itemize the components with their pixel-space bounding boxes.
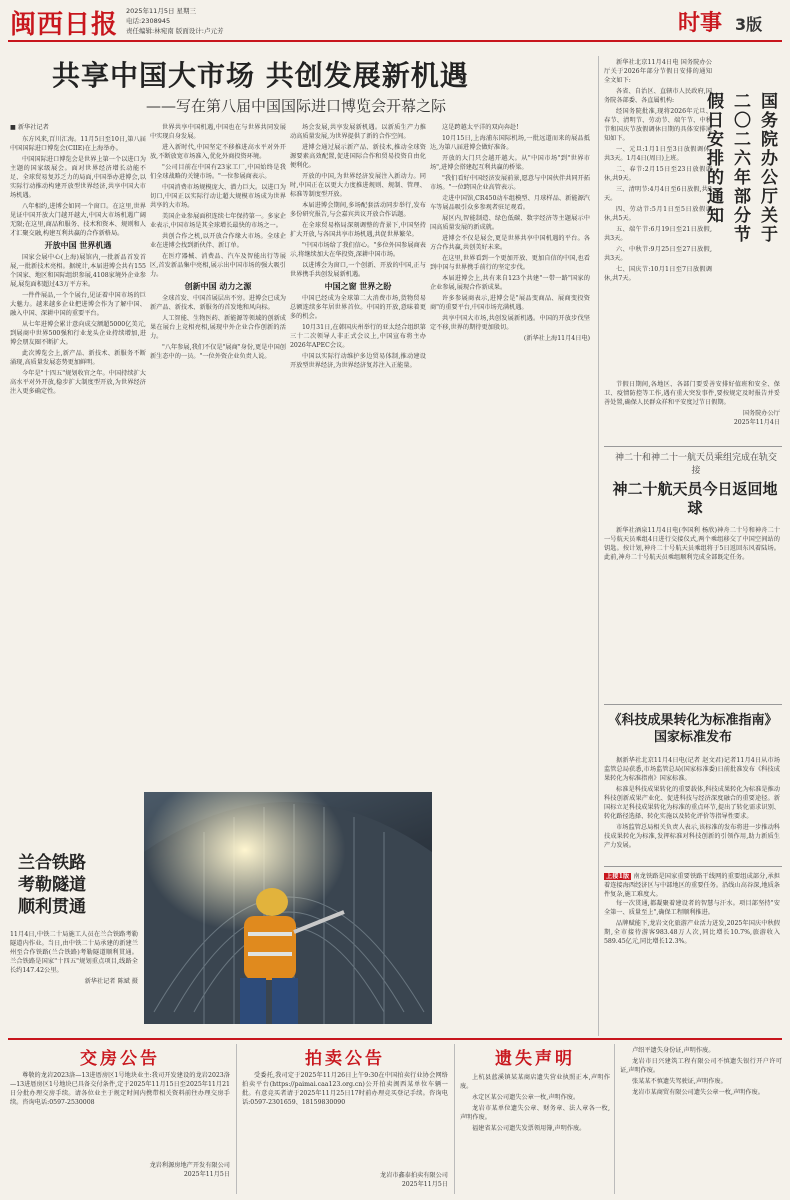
ad-title: 拍卖公告 — [305, 1049, 385, 1069]
paragraph: 一、元旦:1月1日至3日放假调休,共3天。1月4日(周日)上班。 — [604, 146, 712, 162]
paragraph: 经国务院批准,现将2026年元旦、春节、清明节、劳动节、端午节、中秋节和国庆节放假调休日期的具体安排通知如下。 — [604, 108, 712, 142]
paragraph: "中国市场给了我们信心。"多位外国参展商表示,将继续加大在华投资,深耕中国市场。 — [290, 242, 426, 258]
shenzhou-kicker: 神二十和神二十一航天员乘组完成在轨交接 — [614, 453, 777, 476]
paragraph: 共创合作之机,以开放合作缘大市场。全球企业在进博会找到新伙伴、新订单。 — [150, 233, 286, 249]
ad-signature: 龙岩利源房地产开发有限公司 — [149, 1162, 230, 1169]
paragraph: 开放的大门只会越开越大。从"中国市场"到"世界市场",进博会搭建起互利共赢的桥梁。 — [430, 155, 590, 171]
paragraph: 10月15日,上海浦东国际机场,一批远道而来的展品抵达,为第八届进博会做好准备。 — [430, 135, 590, 151]
list-item: 卢绍平遗失身份证,声明作废。 — [632, 1047, 715, 1054]
ad-lost-list — [620, 1046, 782, 1192]
section-title: 时事 — [678, 10, 723, 36]
paragraph: 中国国际进口博览会是世界上第一个以进口为主题的国家级展会。面对世界经济增长动能不足、全球贸易复苏乏力的局面,中国举办进博会,以实际行动推动构建开放型世界经济,共享中国大市场机遇。 — [10, 156, 146, 199]
notice-title-line: 假日安排的通知 — [703, 92, 723, 225]
article-column-3 — [290, 123, 426, 785]
paragraph: 中国以实际行动维护多边贸易体制,推动建设开放型世界经济,为世界经济复苏注入正能量。 — [290, 353, 426, 369]
paragraph: 这是跨越太平洋的双向奔赴! — [442, 124, 519, 131]
paragraph: 进入新时代,中国坚定不移推进高水平对外开放,不断放宽市场准入,优化外商投资环境。 — [150, 144, 286, 160]
ad-body — [460, 1073, 610, 1193]
shenzhou-title: 神二十航天员今日返回地球 — [612, 480, 778, 517]
photo-credit: 新华社记者 陈斌 摄 — [84, 978, 138, 985]
paragraph: 中国已经成为全球第二大消费市场,货物贸易总额连续多年居世界首位。中国的开放,意味着更多的机会。 — [290, 295, 426, 320]
tunnel-illustration — [144, 792, 432, 1024]
tech-title: 《科技成果转化为标准指南》国家标准发布 — [608, 713, 778, 745]
paragraph: 南龙铁路是国家重要铁路干线网的重要组成部分,承担着连接海西经济区与中部地区的重要任务。沿线山高谷深,地质条件复杂,施工难度大。 — [604, 873, 780, 898]
ad-body: 尊敬的龙岩2023洛—13进厝房区1号地块业主:我司开发建设的龙岩2023洛—13进厝房区1号地块已具备交付条件,定于2025年11月15日至2025年11月21日分批办理交房手续。请各位业主于规定时间内携带相关资料前往办理交房手续。咨询电话:0597-2530008 — [10, 1072, 230, 1106]
paragraph: 展区内,智能制造、绿色低碳、数字经济等主题展示中国高质量发展的新成就。 — [430, 215, 590, 231]
notice-closing — [604, 380, 780, 440]
paragraph: 三、清明节:4月4日至6日放假,共3天。 — [604, 186, 712, 202]
paragraph: 中国消费市场规模庞大、潜力巨大。以进口为切口,中国正以实际行动让超大规模市场成为世界共享的大市场。 — [150, 184, 286, 209]
paragraph: 以进博会为窗口,一个创新、开放的中国,正与世界携手共创发展新机遇。 — [290, 262, 426, 278]
ad-title: 遗失声明 — [495, 1049, 575, 1069]
paragraph: 今年是"十四五"规划收官之年。中国持续扩大高水平对外开放,稳步扩大制度型开放,为世界经济注入更多确定性。 — [10, 370, 146, 395]
notice-title-line: 国务院办公厅关于 — [757, 92, 777, 244]
paragraph: 五、端午节:6月19日至21日放假,共3天。 — [604, 226, 712, 242]
ad-lost-notice — [460, 1044, 610, 1194]
ad-handover — [10, 1044, 230, 1194]
paragraph: 全球首发、中国首展层出不穷。进博会已成为新产品、新技术、新服务的首发地和风向标。 — [150, 295, 286, 311]
paragraph: 许多参展商表示,进博会是"展品变商品、展商变投资商"的重要平台,中国市场充满机遇。 — [430, 295, 590, 311]
photo-caption — [10, 930, 138, 1022]
paragraph: 人工智能、生物医药、新能源等领域的创新成果在展台上竞相亮相,展现中外企业合作创新的活力。 — [150, 315, 286, 340]
ad-date: 2025年11月5日 — [183, 1171, 230, 1178]
paragraph: 美国企业参展面积连续七年保持第一。多家企业表示,中国市场是其全球增长最快的市场之一。 — [150, 213, 286, 229]
paragraph: "我们看好中国经济发展前景,愿意与中国伙伴共同开拓市场。"一位跨国企业高管表示。 — [430, 175, 590, 191]
page-number: 3版 — [735, 15, 763, 34]
paragraph: 本届进博会上,共有来自123个共建"一带一路"国家的企业参展,展现合作新成果。 — [430, 275, 590, 291]
paragraph: 在医疗器械、消费品、汽车及智能出行等展区,首发新品集中亮相,展示出中国市场的强大吸引力。 — [150, 253, 286, 278]
paragraph: 六、中秋节:9月25日至27日放假,共3天。 — [604, 246, 712, 262]
paragraph: 国家会展中心(上海)展馆内,一批新品首发首展,一批新技术亮相。据统计,本届进博会共有155个国家、地区和国际组织参展,4108家境外企业参展,展览面积超过43万平方米。 — [10, 254, 146, 288]
paragraph: 据新华社北京11月4日电(记者 赵文君)记者11月4日从市场监管总局获悉,市场监管总局(国家标准委)日前批准发布《科技成果转化为标准指南》国家标准。 — [604, 757, 780, 782]
paragraph: 各省、自治区、直辖市人民政府,国务院各部委、各直属机构: — [604, 88, 712, 104]
notice-title-line: 二〇二六年部分节 — [730, 92, 750, 244]
paragraph: 进博会通过展示新产品、新技术,推动全球资源要素高效配置,促进国际合作和贸易投资自由化便利化。 — [290, 144, 426, 169]
article-byline: ■ 新华社记者 — [10, 124, 49, 131]
main-subtitle: ——写在第八届中国国际进口博览会开幕之际 — [146, 97, 447, 115]
section-divider — [604, 446, 782, 447]
paragraph: 从七年进博会累计意向成交额超5000亿美元,到展商中世界500强和行业龙头企业持续增加,进博会朋友圈不断扩大。 — [10, 321, 146, 346]
paragraph: 在全球贸易格局深刻调整的背景下,中国坚持扩大开放,与各国共享市场机遇,共促世界繁荣。 — [290, 222, 426, 238]
paragraph: 每一次贯通,都凝聚着建设者的智慧与汗水。项目部坚持"安全第一、质量至上",确保工程顺利推进。 — [604, 900, 780, 916]
ad-date: 2025年11月5日 — [401, 1181, 448, 1188]
section-subhead: 创新中国 动力之源 — [184, 281, 252, 291]
photo-headline-line: 顺利贯通 — [18, 897, 86, 917]
issue-date: 2025年11月5日 星期三 — [126, 7, 197, 15]
list-item: 福建省某公司遗失发票领用簿,声明作废。 — [472, 1125, 586, 1132]
ads-top-rule — [8, 1038, 782, 1040]
photo-headline — [18, 852, 128, 918]
masthead-rule — [8, 40, 782, 42]
list-item: 龙岩市某单位遗失公章、财务章、法人章各一枚,声明作废。 — [460, 1105, 610, 1121]
newspaper-logo: 闽西日报 — [10, 10, 119, 40]
ad-body: 受委托,我司定于2025年11月26日上午9:30在中国拍卖行业协会网络拍卖平台(https://paimai.caa123.org.cn)公开拍卖闽西某单位车辆一批。有意竞买者请于2025年11月25日17时前办理竞买登记手续。咨询电话:0597-2301659、18159830090 — [242, 1072, 448, 1106]
main-headline: 共享中国大市场 共创发展新机遇 — [52, 59, 469, 92]
tech-body — [604, 756, 780, 860]
paragraph: 在这里,世界看到一个更加开放、更加自信的中国,也看到中国与世界携手前行的坚定步伐。 — [430, 255, 590, 271]
paragraph: 八年相约,进博会如同一个窗口。在这里,世界见证中国开放大门越开越大,中国大市场机遇广阔无限;在这里,商品和服务、技术和资本、规则和人才汇聚交融,构建互利共赢的合作新格局。 — [10, 203, 146, 237]
list-item: 永定区某公司遗失公章一枚,声明作废。 — [472, 1094, 580, 1101]
continued-label: 上接1版 — [606, 873, 630, 880]
article-column-1 — [10, 123, 146, 785]
notice-date: 2025年11月4日 — [733, 419, 780, 426]
notice-body — [604, 58, 712, 376]
paragraph: 世界共享中国机遇,中国也在与世界共同发展中实现自身发展。 — [150, 124, 286, 140]
paragraph: 一件件展品,一个个展台,见证着中国市场的巨大魅力。越来越多企业把进博会作为了解中国、融入中国、深耕中国的重要平台。 — [10, 292, 146, 317]
list-item: 上杭县蓝溪镇某某商店遗失营业执照正本,声明作废。 — [460, 1074, 610, 1090]
paragraph: 进博会不仅是展会,更是世界共享中国机遇的平台。各方合作共赢,共创美好未来。 — [430, 235, 590, 251]
section-subhead: 开放中国 世界机遇 — [44, 240, 112, 250]
paragraph: 七、国庆节:10月1日至7日放假调休,共7天。 — [604, 266, 712, 282]
section-subhead: 中国之窗 世界之盼 — [324, 281, 392, 291]
continued-box — [604, 872, 780, 1032]
paragraph: 东方风来,百川汇海。11月5日至10日,第八届中国国际进口博览会(CIIE)在上海举办。 — [10, 136, 146, 152]
caption-text: 11月4日,中铁二十局施工人员在兰合铁路考勒隧道内作业。当日,由中铁二十局承建的新建兰州至合作铁路(兰合铁路)考勒隧道顺利贯通。兰合铁路是国家"十四五"规划重点项目,线路全长约147.42公里。 — [10, 931, 138, 974]
ad-title: 交房公告 — [80, 1049, 160, 1069]
paragraph: "公司目前在中国有23家工厂,中国始终是我们全球战略的关键市场。"一位参展商表示。 — [150, 164, 286, 180]
masthead — [0, 0, 790, 40]
paragraph: 市场监管总局相关负责人表示,该标准的发布将进一步推动科技成果转化为标准,发挥标准对科技创新的引领作用,助力新质生产力发展。 — [604, 824, 780, 849]
article-column-2 — [150, 123, 286, 785]
shenzhou-body: 新华社酒泉11月4日电(李国利 杨欣)神舟二十号和神舟二十一号航天员乘组4日进行交接仪式,两个乘组移交了中国空间站的钥匙。按计划,神舟二十号航天员乘组将于5日返回东风着陆场。此前,神舟二十号航天员乘组顺利完成全部既定任务。 — [604, 527, 780, 561]
paragraph: 新华社北京11月4日电 国务院办公厅关于2026年部分节假日安排的通知全文如下: — [604, 59, 712, 84]
paragraph: 本届进博会期间,多场配套活动同步举行,发布多份研究报告,与会嘉宾共议开放合作话题。 — [290, 202, 426, 218]
list-item: 龙岩市日兴建筑工程有限公司不慎遗失银行开户许可证,声明作废。 — [620, 1058, 782, 1074]
column-divider — [236, 1044, 237, 1194]
photo-headline-line: 考勒隧道 — [18, 875, 86, 895]
paragraph: 二、春节:2月15日至23日放假调休,共9天。 — [604, 166, 712, 182]
ad-signature: 龙岩市鑫泰拍卖有限公司 — [379, 1172, 448, 1179]
paragraph: 此次博览会上,新产品、新技术、新服务不断涌现,高质量发展态势更加鲜明。 — [10, 350, 146, 366]
ad-auction — [242, 1044, 448, 1194]
paragraph: "八年参展,我们不仅是"展商"身份,更是中国创新生态中的一员。"一位外资企业负责人说。 — [150, 344, 286, 360]
column-divider — [614, 1044, 615, 1194]
paragraph: 标准是科技成果转化的重要载体,科技成果转化为标准是推动科技创新成果产业化、促进科技与经济深度融合的重要途径。新国标立足科技成果转化为标准的重点环节,提出了转化需求识别、转化路径选择、转化实施以及转化评价等指导性要求。 — [604, 786, 780, 820]
notice-signature: 国务院办公厅 — [742, 410, 780, 417]
article-end-note: (新华社上海11月4日电) — [523, 335, 590, 342]
paragraph: 四、劳动节:5月1日至5日放假调休,共5天。 — [604, 206, 712, 222]
paragraph: 场会发展,共享发展新机遇。以新质生产力推动高质量发展,为世界提供了新的合作空间。 — [290, 124, 426, 140]
photo-headline-line: 兰合铁路 — [18, 853, 86, 873]
list-item: 龙岩市某商贸有限公司遗失公章一枚,声明作废。 — [632, 1089, 764, 1096]
section-divider — [604, 704, 782, 705]
section-divider — [604, 866, 782, 867]
article-column-4 — [430, 123, 590, 868]
paragraph: 开放的中国,为世界经济发展注入新动力。同时,中国正在以更大力度推进规则、规制、管理、标准等制度型开放。 — [290, 173, 426, 198]
column-divider — [598, 56, 599, 1036]
paragraph: 走进中国馆,CR450动车组模型、月球样品、新能源汽车等展品吸引众多参观者驻足观看。 — [430, 195, 590, 211]
column-divider — [454, 1044, 455, 1194]
tunnel-photo — [144, 792, 432, 1024]
notice-title — [703, 92, 780, 392]
paragraph: 节假日期间,各地区、各部门要妥善安排好值班和安全、保卫、疫情防控等工作,遇有重大突发事件,要按规定及时报告并妥善处置,确保人民群众祥和平安度过节日假期。 — [604, 381, 780, 406]
list-item: 张某某不慎遗失驾驶证,声明作废。 — [632, 1078, 727, 1085]
editorial-phone: 电话:2308945 — [126, 17, 171, 25]
paragraph: 品牌赋能下,龙岩文化旅游产业活力迸发,2025年国庆中秋假期,全市接待游客983.48万人次,同比增长10.7%,旅游收入589.45亿元,同比增长12.3%。 — [604, 920, 780, 945]
paragraph: 10月31日,在韩国庆州举行的亚太经合组织第三十二次领导人非正式会议上,中国宣布将主办2026年APEC会议。 — [290, 324, 426, 349]
editor-credits: 责任编辑:林宛南 版面设计:卢元芳 — [126, 27, 224, 35]
paragraph: 共享中国大市场,共创发展新机遇。中国的开放步伐坚定不移,世界的期待更加殷切。 — [430, 315, 590, 331]
